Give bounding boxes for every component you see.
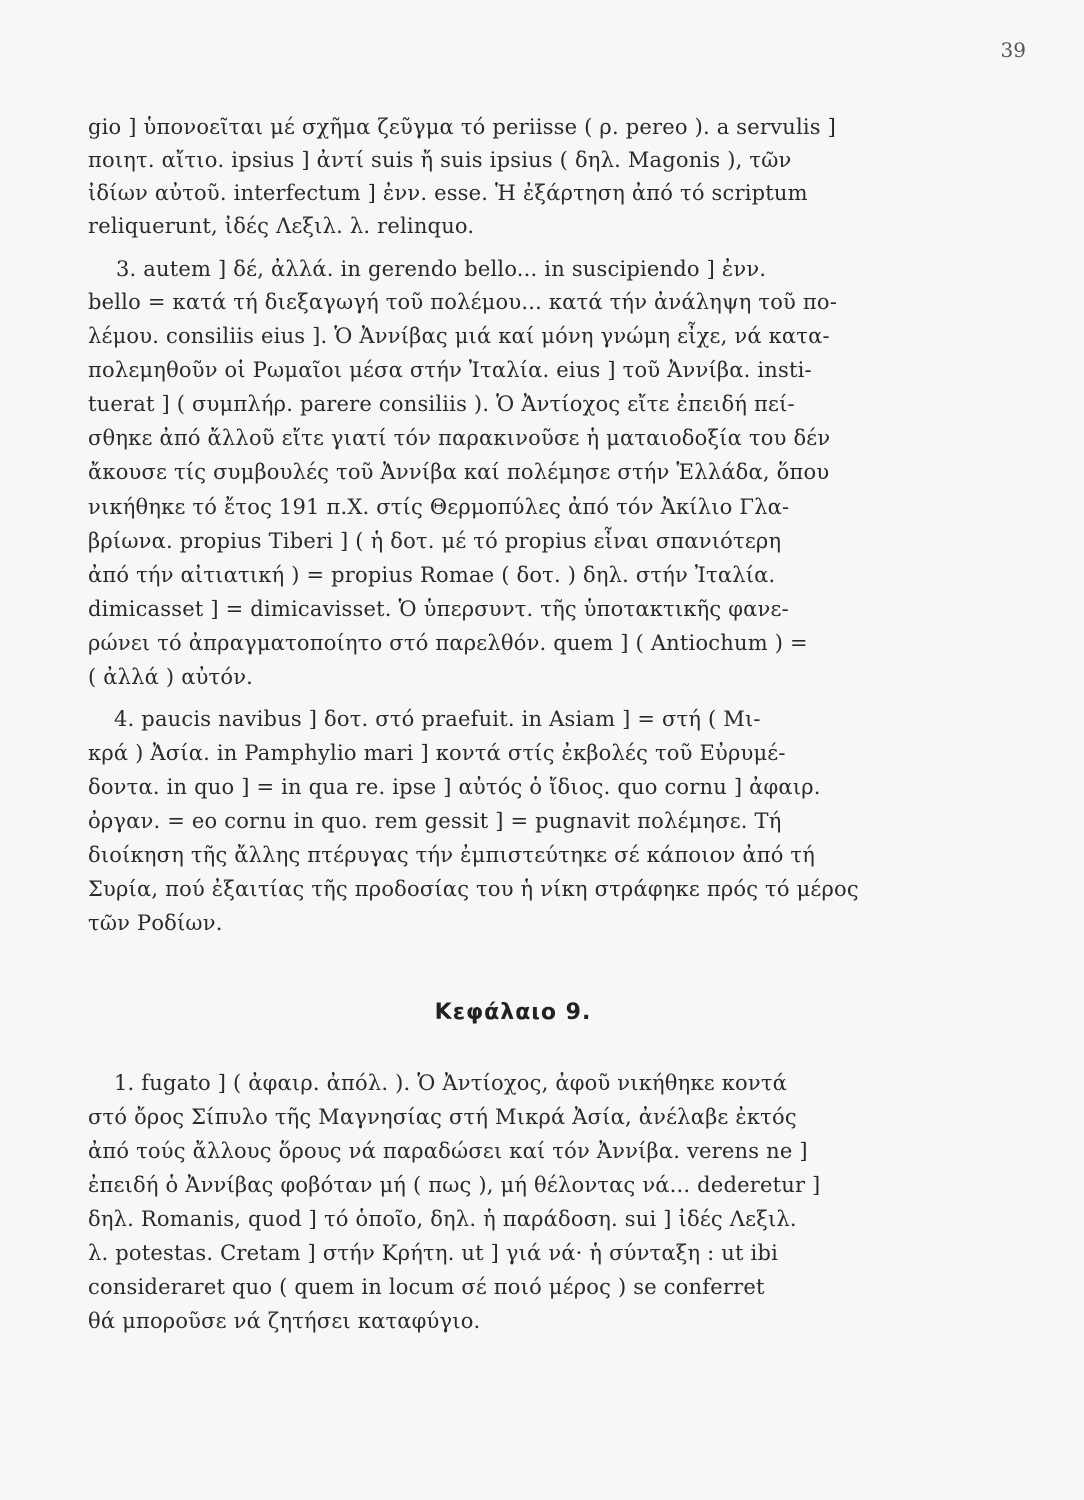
text-line: 3. autem ] δέ, ἀλλά. in gerendo bello... in suscipiendo ] ἐνν. [116,257,767,281]
text-line: ἀπό τούς ἄλλους ὅρους νά παραδώσει καί τόν Ἀννίβα. verens ne ] [88,1139,808,1163]
text-line: κρά ) Ἀσία. in Pamphylio mari ] κοντά στίς ἐκβολές τοῦ Εὐρυμέ- [88,741,786,765]
text-line: ἰδίων αὐτοῦ. interfectum ] ἐνν. esse. Ἡ ἐξάρτηση ἀπό τό scriptum [88,181,808,205]
text-line: διοίκηση τῆς ἄλλης πτέρυγας τήν ἐμπιστεύτηκε σέ κάποιον ἀπό τή [88,843,816,867]
text-line: στό ὄρος Σίπυλο τῆς Μαγνησίας στή Μικρά Ἀσία, ἀνέλαβε ἐκτός [88,1105,797,1129]
chapter-heading: Κεφάλαιο 9. [434,1000,592,1025]
text-line: δηλ. Romanis, quod ] τό ὁποῖο, δηλ. ἡ παράδοση. sui ] ἰδές Λεξιλ. [88,1207,797,1231]
text-line: reliquerunt, ἰδές Λεξιλ. λ. relinquo. [88,214,475,238]
text-line: ὀργαν. = eo cornu in quo. rem gessit ] = pugnavit πολέμησε. Τή [88,809,782,833]
text-line: ἄκουσε τίς συμβουλές τοῦ Ἀννίβα καί πολέμησε στήν Ἑλλάδα, ὅπου [88,460,830,484]
text-line: ἀπό τήν αἰτιατική ) = propius Romae ( δοτ. ) δηλ. στήν Ἰταλία. [88,563,776,587]
text-line: σθηκε ἀπό ἄλλοῦ εἴτε γιατί τόν παρακινοῦσε ἡ ματαιοδοξία του δέν [88,426,831,450]
text-line: λέμου. consiliis eius ]. Ὁ Ἀννίβας μιά καί μόνη γνώμη εἶχε, νά κατα- [88,324,830,348]
text-line: ἐπειδή ὁ Ἀννίβας φοβόταν μή ( πως ), μή θέλοντας νά... dederetur ] [88,1173,821,1197]
text-line: 1. fugato ] ( ἀφαιρ. ἀπόλ. ). Ὁ Ἀντίοχος, ἀφοῦ νικήθηκε κοντά [114,1071,788,1095]
text-line: νικήθηκε τό ἔτος 191 π.Χ. στίς Θερμοπύλες ἀπό τόν Ἀκίλιο Γλα- [88,495,790,519]
text-line: dimicasset ] = dimicavisset. Ὁ ὑπερσυντ. τῆς ὑποτακτικῆς φανε- [88,597,789,621]
text-line: consideraret quo ( quem in locum σέ ποιό μέρος ) se conferret [88,1275,765,1299]
text-line: τῶν Ροδίων. [88,911,223,935]
text-line: Συρία, πού ἐξαιτίας τῆς προδοσίας του ἡ νίκη στράφηκε πρός τό μέρος [88,877,859,901]
text-line: θά μποροῦσε νά ζητήσει καταφύγιο. [88,1309,481,1333]
text-line: ( ἀλλά ) αὐτόν. [88,665,254,689]
text-line: 4. paucis navibus ] δοτ. στό praefuit. in Asiam ] = στή ( Μι- [114,707,761,731]
text-line: λ. potestas. Cretam ] στήν Κρήτη. ut ] γιά νά· ἡ σύνταξη : ut ibi [88,1241,779,1265]
text-line: δοντα. in quo ] = in qua re. ipse ] αὐτός ὁ ἴδιος. quo cornu ] ἀφαιρ. [88,775,821,799]
text-line: gio ] ὑπονοεῖται μέ σχῆμα ζεῦγμα τό periisse ( ρ. pereo ). a servulis ] [88,115,837,139]
text-line: βρίωνα. propius Tiberi ] ( ἡ δοτ. μέ τό propius εἶναι σπανιότερη [88,529,782,553]
text-line: tuerat ] ( συμπλήρ. parere consiliis ). Ὁ Ἀντίοχος εἴτε ἐπειδή πεί- [88,392,795,416]
text-line: ρώνει τό ἀπραγματοποίητο στό παρελθόν. quem ] ( Antiochum ) = [88,631,808,655]
page-number: 39 [1000,38,1026,62]
text-line: bello = κατά τή διεξαγωγή τοῦ πολέμου... κατά τήν ἀνάληψη τοῦ πο- [88,290,838,314]
text-line: πολεμηθοῦν οἱ Ρωμαῖοι μέσα στήν Ἰταλία. eius ] τοῦ Ἀννίβα. insti- [88,358,812,382]
text-line: ποιητ. αἴτιο. ipsius ] ἀντί suis ἤ suis ipsius ( δηλ. Magonis ), τῶν [88,148,792,172]
